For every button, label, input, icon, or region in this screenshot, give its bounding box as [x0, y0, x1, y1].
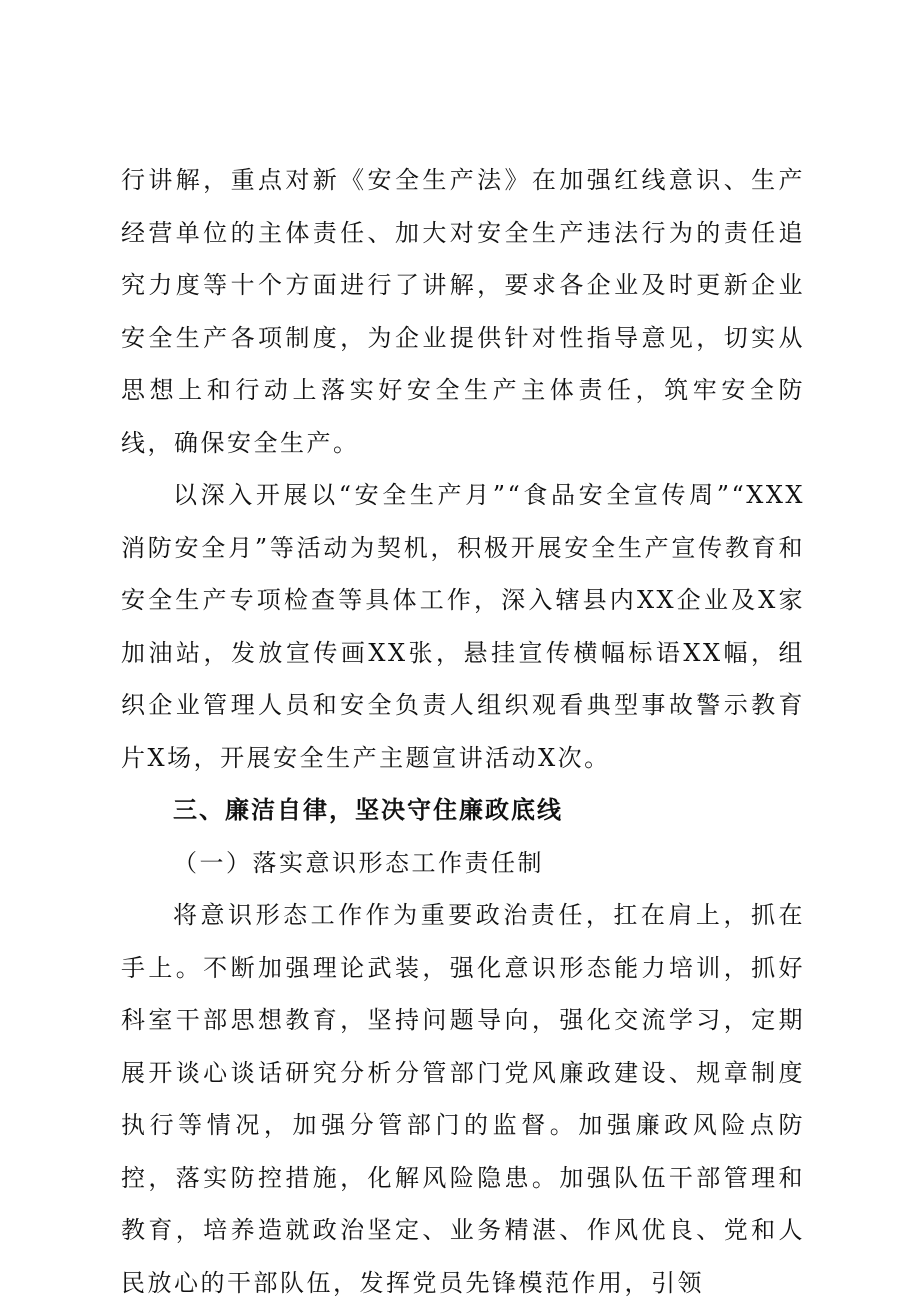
document-body: [121, 154, 805, 1309]
paragraph-ideology-responsibility: 将意识形态工作作为重要政治责任，扛在肩上，抓在手上。不断加强理论武装，强化意识形态能力培训，抓好科室干部思想教育，坚持问题导向，强化交流学习，定期展开谈心谈话研究分析分管部门党风廉政建设、规章制度执行等情况，加强分管部门的监督。加强廉政风险点防控，落实防控措施，化解风险隐患。加强队伍干部管理和教育，培养造就政治坚定、业务精湛、作风优良、党和人民放心的干部队伍，发挥党员先锋模范作用，引领: [121, 901, 805, 1297]
subsection-heading: （一）落实意识形态工作责任制: [173, 848, 544, 877]
section-heading: 三、廉洁自律，坚决守住廉政底线: [173, 796, 563, 824]
paragraph-safety-campaign: 以深入开展以“安全生产月”“食品安全宣传周”“XXX消防安全月”等活动为契机，积极开展安全生产宣传教育和安全生产专项检查等具体工作，深入辖县内XX企业及X家加油站，发放宣传画XX张，悬挂宣传横幅标语XX幅，组织企业管理人员和安全负责人组织观看典型事故警示教育片X场，开展安全生产主题宣讲活动X次。: [121, 481, 805, 772]
paragraph-continued: 行讲解，重点对新《安全生产法》在加强红线意识、生产经营单位的主体责任、加大对安全生产违法行为的责任追究力度等十个方面进行了讲解，要求各企业及时更新企业安全生产各项制度，为企业提供针对性指导意见，切实从思想上和行动上落实好安全生产主体责任，筑牢安全防线，确保安全生产。: [121, 166, 805, 457]
